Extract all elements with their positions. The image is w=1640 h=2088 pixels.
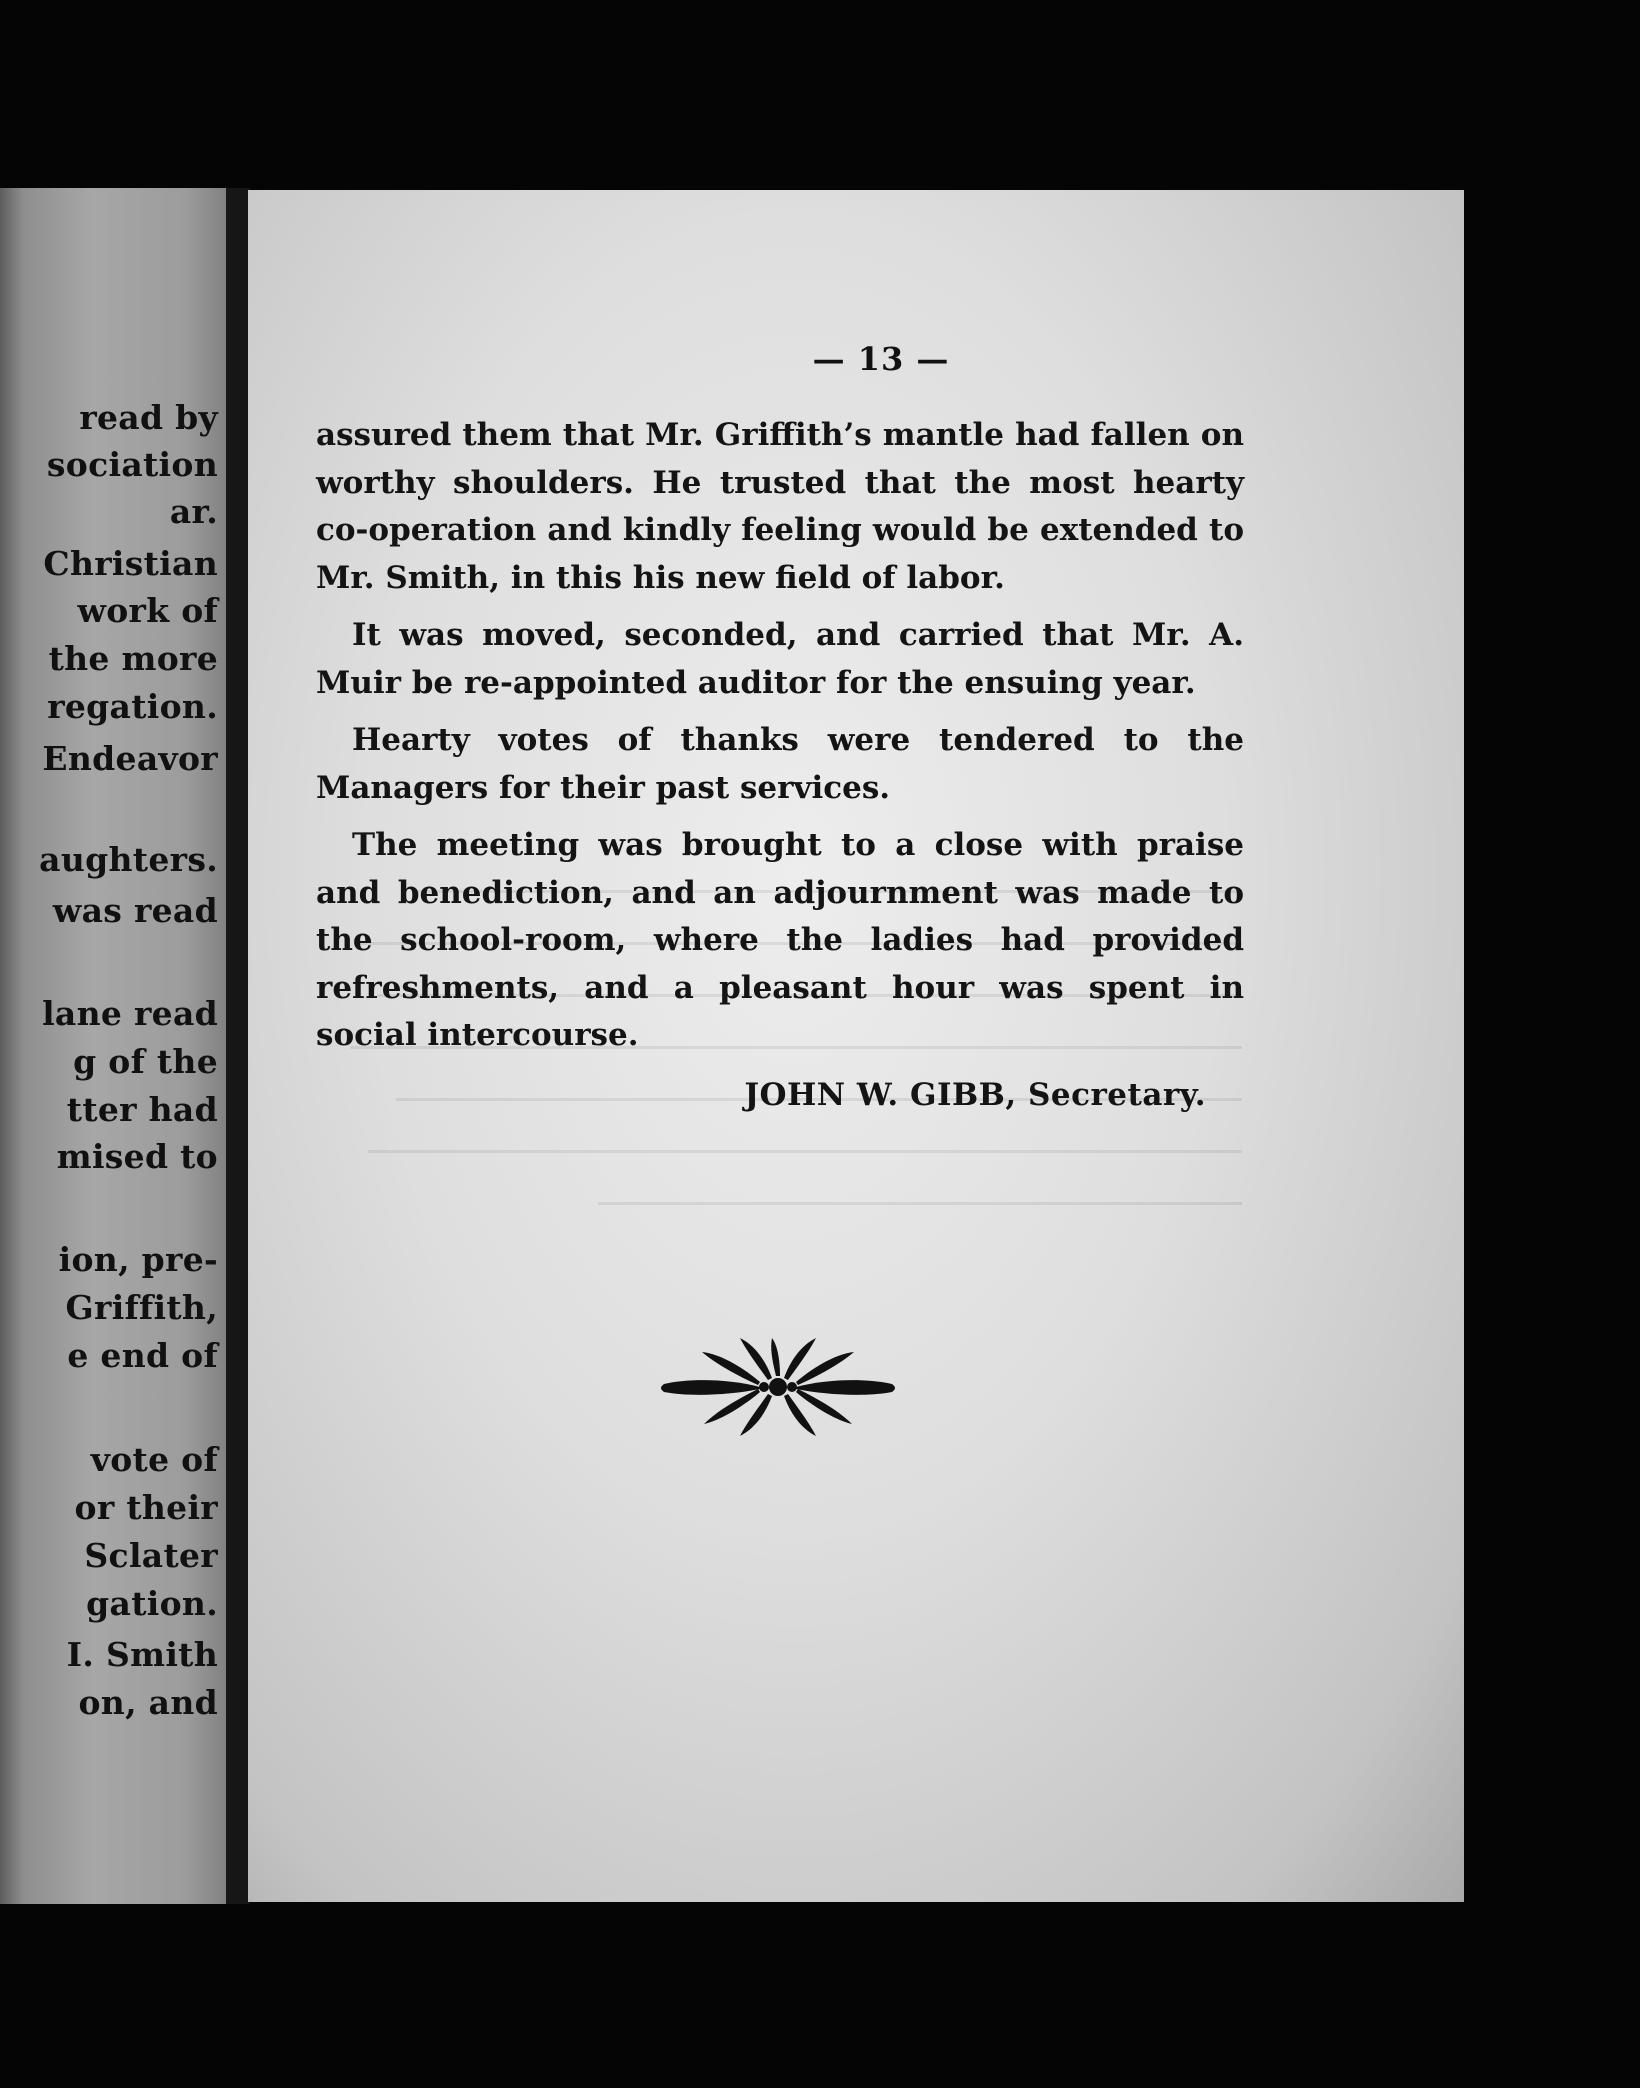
left-page-line: Griffith, [65,1288,218,1327]
right-page [248,190,1464,1902]
fleuron-ornament-icon [660,1332,896,1442]
left-page-line: on, and [78,1683,218,1722]
left-page-line: mised to [56,1137,218,1176]
left-page-line: Christian [43,544,218,583]
left-page-line: Sclater [84,1536,218,1575]
page-number: — 13 — [812,340,950,378]
left-page-line: ion, pre- [58,1240,218,1279]
left-page-line: was read [52,891,218,930]
left-page-line: Endeavor [42,739,218,778]
left-page-line: vote of [90,1440,218,1479]
left-page-line: or their [74,1488,218,1527]
left-page-line: regation. [47,687,218,726]
left-page-line: work of [77,591,218,630]
left-page-line: aughters. [39,840,218,879]
paragraph: It was moved, seconded, and carried that Mr. A. Muir be re-appointed auditor for the ensuing year. [316,617,1244,701]
paragraph: assured them that Mr. Griffith’s mantle had fallen on worthy shoulders. He trusted that the most hearty co-operation and kindly feeling would be extended to Mr. Smith, in this his new field of labor. [316,417,1244,596]
left-page-line: read by [79,398,218,437]
paragraph: The meeting was brought to a close with praise and benediction, and an adjournment was made to the school-room, where the ladies had provided refreshments, and a pleasant hour was spent in social intercourse. [316,827,1244,1053]
left-page-line: sociation [46,445,218,484]
left-page-line: I. Smith [66,1635,218,1674]
signature: JOHN W. GIBB, Secretary. [744,1076,1206,1113]
left-facing-page [0,188,232,1904]
left-page-line: ar. [169,492,218,531]
left-page-line: g of the [73,1042,218,1081]
gutter-rule [226,188,250,1904]
paragraph: Hearty votes of thanks were tendered to the Managers for their past services. [316,722,1244,806]
left-page-line: tter had [66,1090,218,1129]
left-page-line: e end of [67,1336,218,1375]
left-page-line: gation. [86,1584,218,1623]
left-page-line: the more [48,639,218,678]
body-text [316,412,1244,1119]
left-page-line: lane read [42,994,218,1033]
